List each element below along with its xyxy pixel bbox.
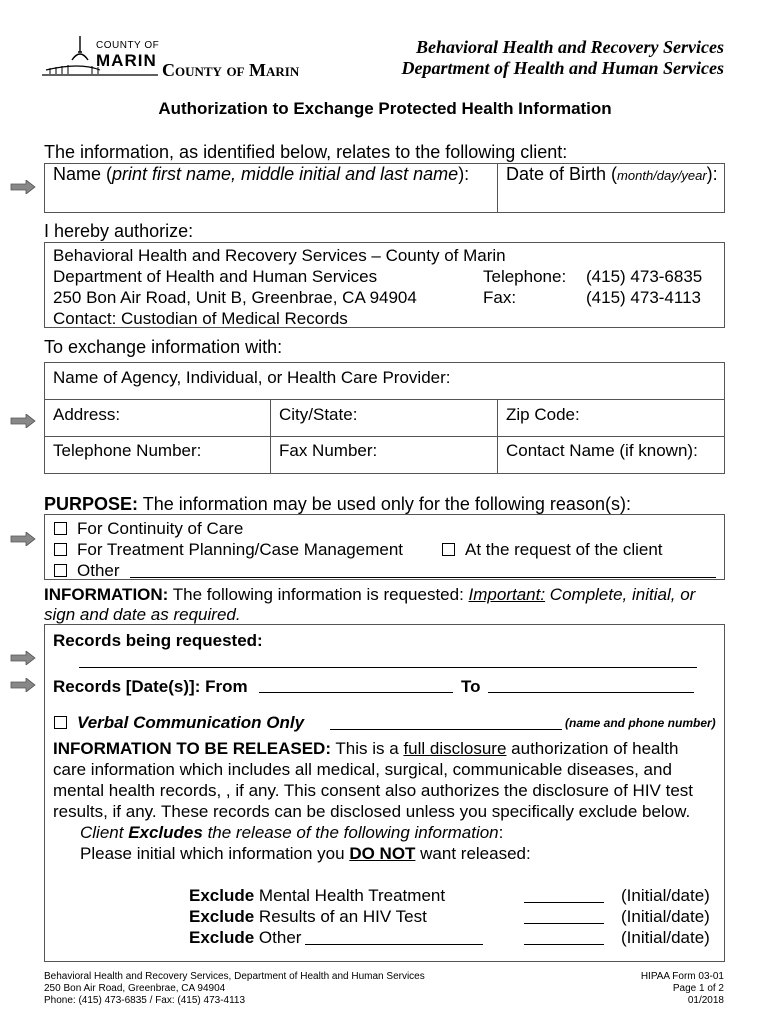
- logo-text-county-of: COUNTY OF: [96, 40, 160, 51]
- initial-instruction-line: Please initial which information you DO NOT want released:: [80, 844, 531, 863]
- exclude-hiv-initial-label: (Initial/date): [621, 907, 710, 926]
- fax-value: (415) 473-4113: [586, 288, 701, 307]
- footer-address: 250 Bon Air Road, Greenbrae, CA 94904: [44, 983, 226, 994]
- release-paragraph-line-3: mental health records, , if any. This consent also authorizes the disclosure of HIV test: [53, 781, 694, 800]
- exclude-mental-health-initial-label: (Initial/date): [621, 886, 710, 905]
- telephone-value: (415) 473-6835: [586, 267, 703, 286]
- checkbox-icon[interactable]: [54, 522, 67, 535]
- records-date-from-line[interactable]: [259, 692, 453, 693]
- release-paragraph-line-1: INFORMATION TO BE RELEASED: This is a full disclosure authorization of health: [53, 739, 679, 758]
- arrow-right-icon: [10, 532, 36, 546]
- footer-department: Behavioral Health and Recovery Services, Department of Health and Human Services: [44, 971, 425, 982]
- exclude-hiv-row: Exclude Results of an HIV Test: [189, 907, 427, 926]
- department-line-2: Department of Health and Human Services: [401, 58, 724, 78]
- footer-phone-fax: Phone: (415) 473-6835 / Fax: (415) 473-4113: [44, 995, 246, 1006]
- footer-revision-date: 01/2018: [687, 995, 724, 1006]
- footer-page-number: Page 1 of 2: [672, 983, 724, 994]
- purpose-client-request-checkbox[interactable]: At the request of the client: [442, 539, 663, 560]
- checkbox-icon[interactable]: [54, 543, 67, 556]
- information-instruction-line-2: sign and date as required.: [44, 605, 241, 624]
- city-state-field[interactable]: City/State:: [279, 405, 358, 424]
- purpose-other-checkbox[interactable]: Other: [54, 560, 120, 581]
- authorized-party-line-2: Department of Health and Human Services: [53, 267, 378, 286]
- recipient-fax-field[interactable]: Fax Number:: [279, 441, 378, 460]
- client-intro: The information, as identified below, relates to the following client:: [44, 142, 568, 162]
- verbal-communication-hint: (name and phone number): [565, 716, 716, 730]
- authorized-party-line-3: 250 Bon Air Road, Unit B, Greenbrae, CA 94904: [53, 288, 417, 307]
- authorize-intro: I hereby authorize:: [44, 221, 194, 241]
- client-excludes-line: Client Excludes the release of the following information:: [80, 823, 504, 842]
- telephone-label: Telephone:: [483, 267, 567, 286]
- checkbox-icon[interactable]: [54, 716, 67, 729]
- arrow-right-icon: [10, 651, 36, 665]
- form-title: Authorization to Exchange Protected Health Information: [158, 99, 612, 118]
- exchange-intro: To exchange information with:: [44, 337, 283, 357]
- information-heading: INFORMATION: The following information is requested: Important: Complete, initial, or: [44, 585, 696, 604]
- purpose-treatment-checkbox[interactable]: For Treatment Planning/Case Management: [54, 539, 403, 560]
- county-logo: [40, 30, 160, 80]
- county-name: County of Marin: [162, 60, 300, 80]
- agency-name-field[interactable]: Name of Agency, Individual, or Health Care Provider:: [53, 368, 451, 387]
- arrow-right-icon: [10, 180, 36, 194]
- arrow-right-icon: [10, 414, 36, 428]
- checkbox-icon[interactable]: [442, 543, 455, 556]
- exclude-mental-health-row: Exclude Mental Health Treatment: [189, 886, 446, 905]
- records-requested-label: Records being requested:: [53, 631, 263, 650]
- exclude-other-row: Exclude Other: [189, 928, 302, 947]
- arrow-right-icon: [10, 678, 36, 692]
- records-requested-line[interactable]: [79, 667, 697, 668]
- purpose-heading: PURPOSE: The information may be used only for the following reason(s):: [44, 494, 631, 514]
- records-to-label: To: [461, 677, 481, 696]
- zip-code-field[interactable]: Zip Code:: [506, 405, 580, 424]
- logo-text-marin: MARIN: [96, 51, 157, 70]
- authorized-party-line-1: Behavioral Health and Recovery Services – County of Marin: [53, 246, 506, 265]
- department-line-1: Behavioral Health and Recovery Services: [416, 37, 724, 57]
- footer-right: [641, 971, 724, 1007]
- verbal-communication-checkbox[interactable]: Verbal Communication Only: [54, 712, 304, 733]
- exclude-other-text-line[interactable]: [305, 944, 483, 945]
- purpose-continuity-checkbox[interactable]: For Continuity of Care: [54, 518, 243, 539]
- contact-name-field[interactable]: Contact Name (if known):: [506, 441, 698, 460]
- exclude-other-initial-label: (Initial/date): [621, 928, 710, 947]
- exclude-hiv-initial-line[interactable]: [524, 923, 604, 924]
- checkbox-icon[interactable]: [54, 564, 67, 577]
- purpose-other-line[interactable]: [130, 577, 716, 578]
- date-of-birth-field[interactable]: Date of Birth (month/day/year):: [506, 164, 718, 184]
- exclude-mental-health-initial-line[interactable]: [524, 902, 604, 903]
- records-dates-label: Records [Date(s)]: From: [53, 677, 248, 696]
- verbal-communication-line[interactable]: [330, 729, 562, 730]
- address-field[interactable]: Address:: [53, 405, 121, 424]
- release-paragraph-line-2: care information which includes all medical, surgical, communicable diseases, and: [53, 760, 672, 779]
- authorized-party-line-4: Contact: Custodian of Medical Records: [53, 309, 348, 328]
- client-name-field[interactable]: Name (print first name, middle initial and last name):: [53, 164, 470, 184]
- recipient-telephone-field[interactable]: Telephone Number:: [53, 441, 202, 460]
- records-date-to-line[interactable]: [488, 692, 694, 693]
- release-paragraph-line-4: results, if any. These records can be disclosed unless you specifically exclude below.: [53, 802, 691, 821]
- fax-label: Fax:: [483, 288, 517, 307]
- exclude-other-initial-line[interactable]: [524, 944, 604, 945]
- footer-form-id: HIPAA Form 03-01: [640, 971, 724, 982]
- footer-left: [44, 971, 425, 1007]
